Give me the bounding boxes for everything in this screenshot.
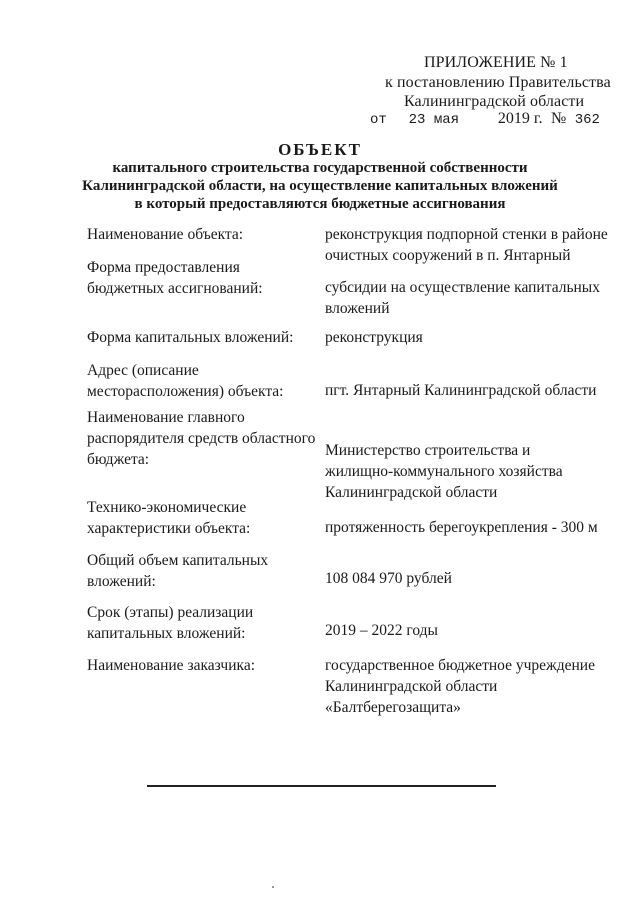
value-investment-form: реконструкция: [325, 329, 423, 346]
label-address: Адрес (описание месторасположения) объекта:: [87, 362, 284, 400]
subtitle-line-1: капитального строительства государственной собственности: [112, 160, 528, 176]
appendix-region-line: Калининградской области: [404, 93, 585, 110]
value-chief-manager: Министерство строительства и жилищно-коммунального хозяйства Калининградской области: [325, 442, 563, 501]
document-title: ОБЪЕКТ: [278, 140, 362, 159]
subtitle-line-2: Калининградской области, на осуществление капитальных вложений: [82, 178, 558, 194]
date-prefix: от: [370, 112, 387, 128]
label-chief-manager: Наименование главного распорядителя средств областного бюджета:: [87, 409, 316, 468]
date-year: 2019 г.: [497, 110, 543, 127]
label-allocation-form: Форма предоставления бюджетных ассигнований:: [87, 259, 263, 297]
value-implementation-period: 2019 – 2022 годы: [325, 622, 438, 639]
appendix-decree-line: к постановлению Правительства: [385, 74, 611, 91]
label-investment-form: Форма капитальных вложений:: [87, 329, 294, 346]
value-object-name: реконструкция подпорной стенки в районе очистных сооружений в п. Янтарный: [325, 226, 608, 264]
appendix-title: ПРИЛОЖЕНИЕ № 1: [424, 54, 568, 71]
value-address: пгт. Янтарный Калининградской области: [325, 382, 597, 399]
value-allocation-form: субсидии на осуществление капитальных вложений: [325, 279, 600, 317]
label-tech-characteristics: Технико-экономические характеристики объекта:: [87, 499, 251, 537]
value-tech-characteristics: протяженность берегоукрепления - 300 м: [325, 519, 598, 536]
label-object-name: Наименование объекта:: [87, 226, 244, 243]
appendix-date-line: [370, 110, 600, 128]
number-sign: №: [551, 110, 567, 127]
date-day-month: 23 мая: [408, 112, 460, 128]
value-customer: государственное бюджетное учреждение Калининградской области «Балтберегозащита»: [325, 657, 595, 716]
value-total-investment: 108 084 970 рублей: [325, 570, 452, 587]
bottom-separator-line: [147, 785, 496, 787]
label-customer: Наименование заказчика:: [87, 657, 256, 674]
label-total-investment: Общий объем капитальных вложений:: [87, 552, 269, 590]
scan-speck: [272, 886, 274, 888]
decree-number: 362: [574, 112, 600, 128]
subtitle-line-3: в который предоставляются бюджетные ассигнования: [134, 196, 506, 212]
label-implementation-period: Срок (этапы) реализации капитальных вложений:: [87, 604, 254, 642]
